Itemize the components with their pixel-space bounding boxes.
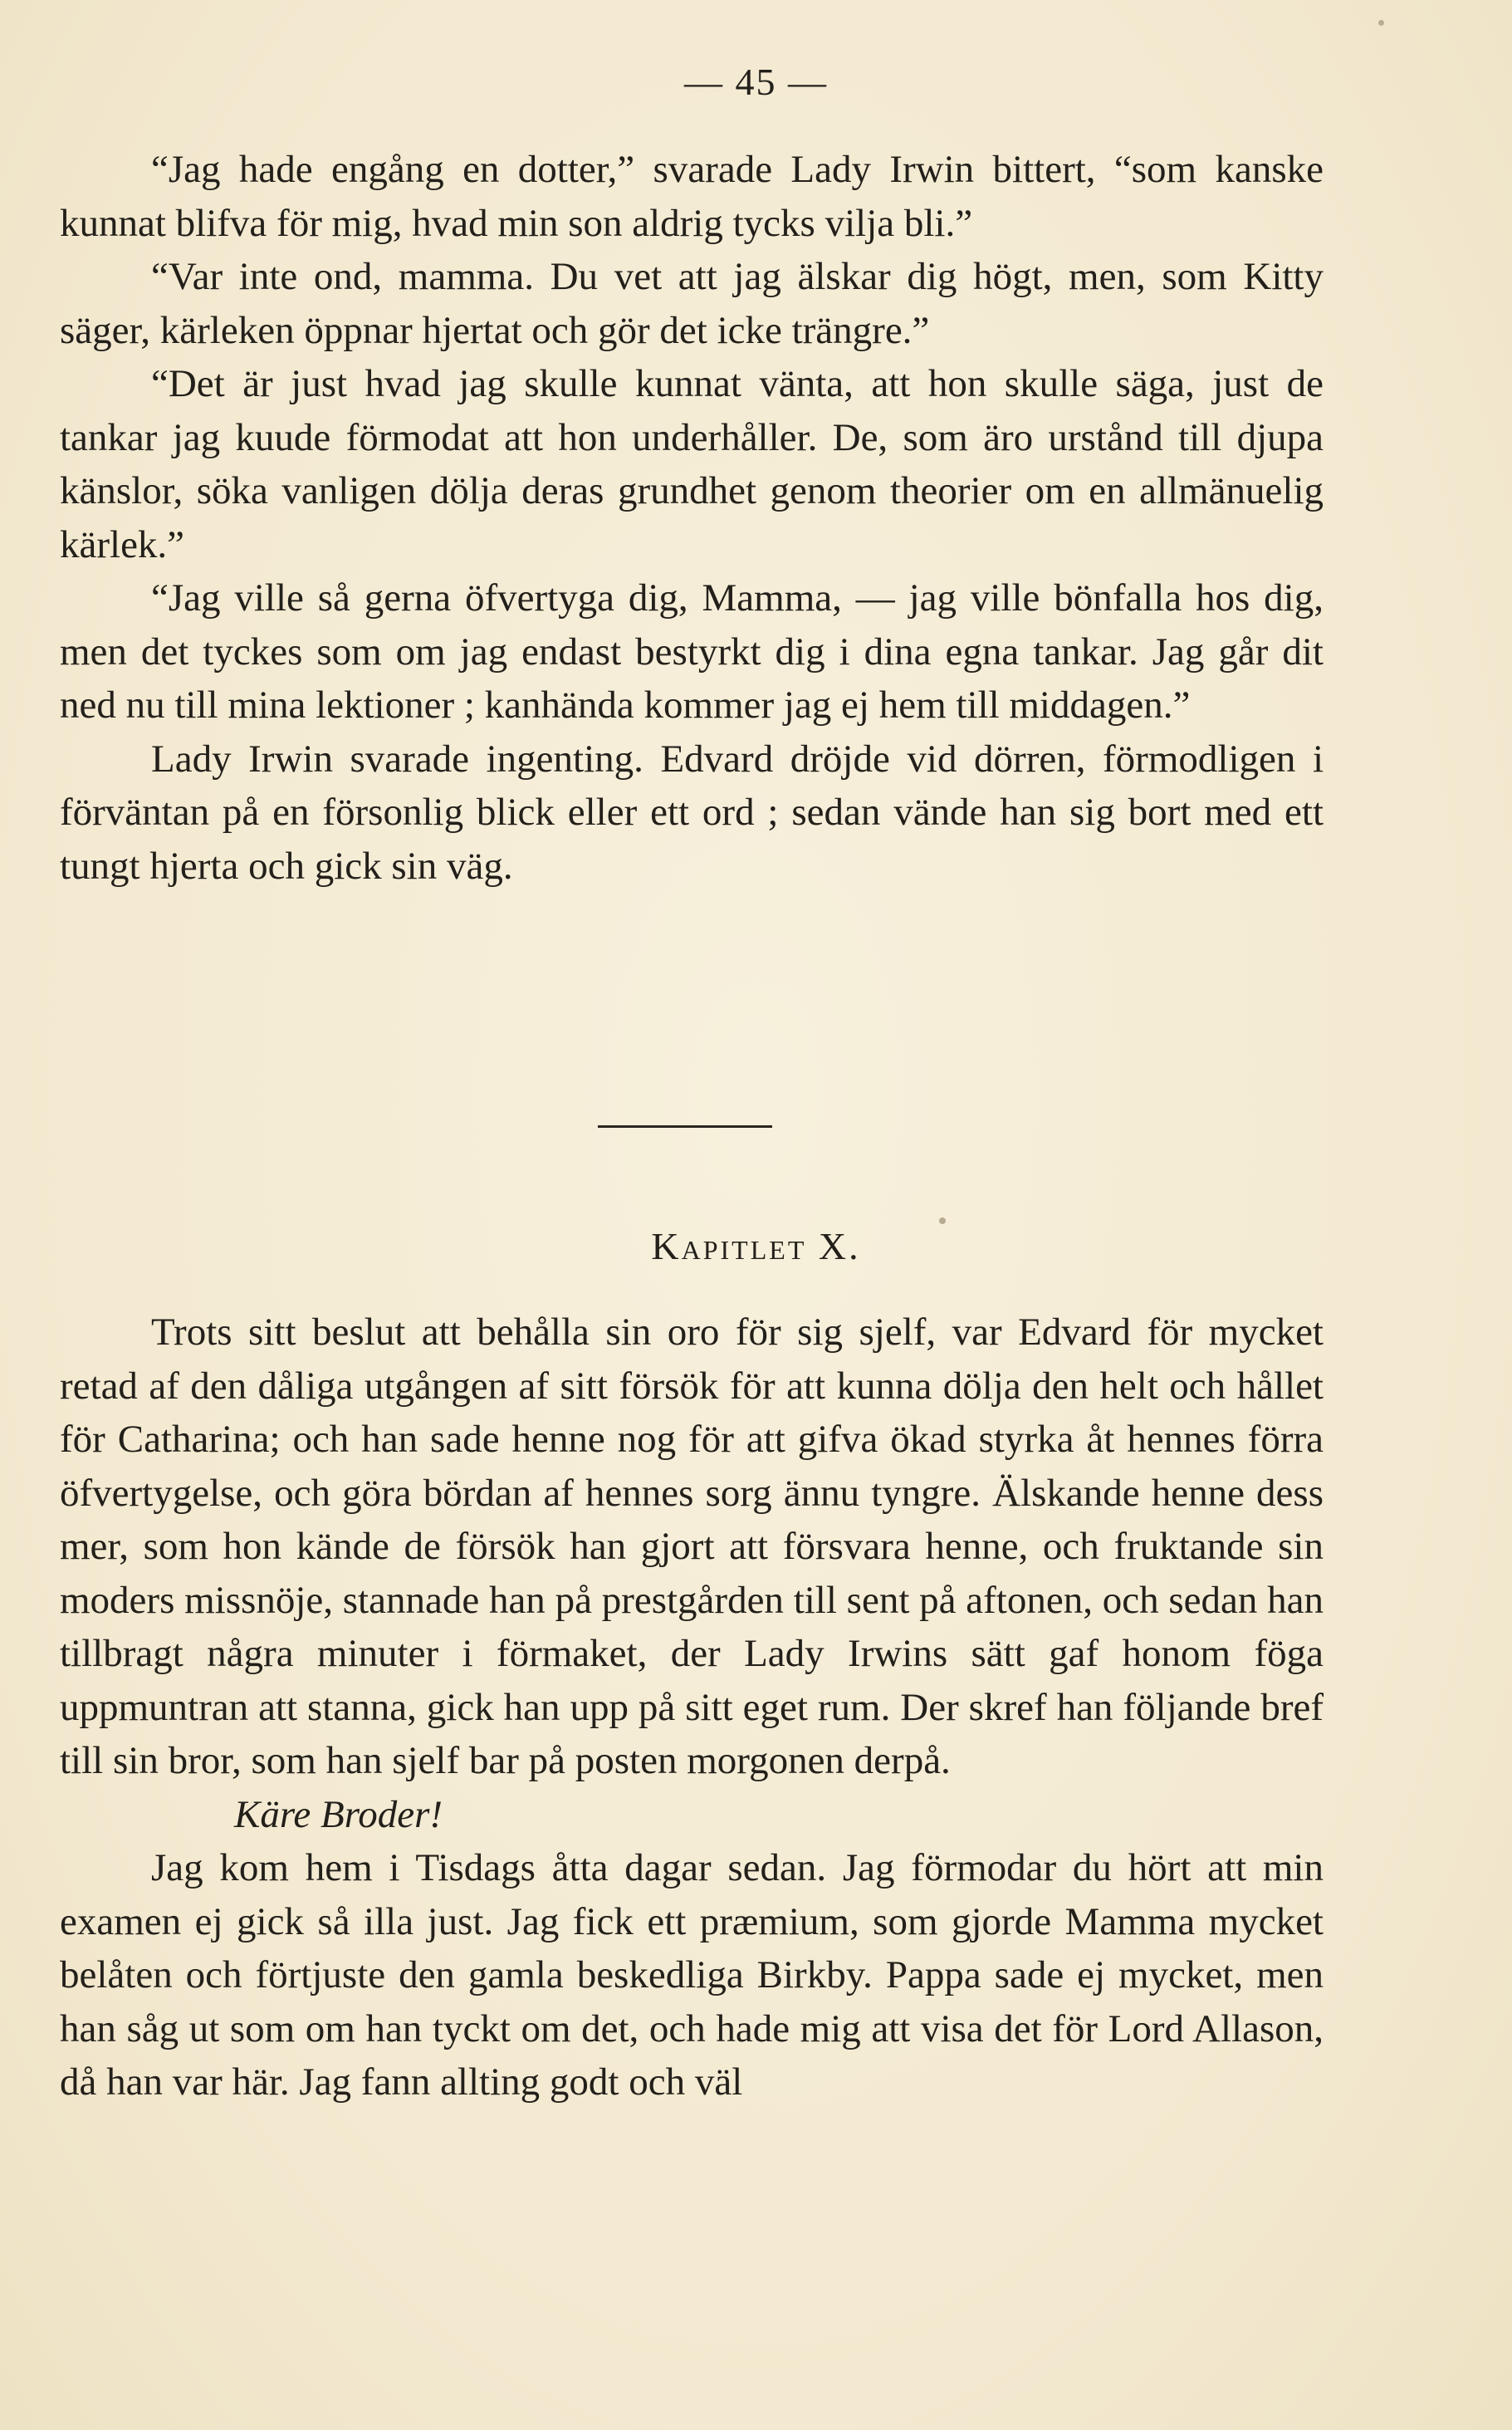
letter-salutation: Käre Broder! — [234, 1792, 443, 1836]
text-section-dialogue — [60, 143, 1324, 893]
paragraph: Jag kom hem i Tisdags åtta dagar sedan. Jag förmodar du hört att min examen ej gick så illa just. Jag fick ett præmium, som gjorde Mamma mycket belåten och förtjuste den gamla beskedliga Birkby. Pappa sade ej mycket, men han såg ut som om han tyckt om det, och hade mig att visa det för Lord Allason, då han var här. Jag fann allting godt och väl — [60, 1846, 1324, 2104]
section-divider-rule — [598, 1125, 772, 1128]
paper-speck — [939, 1217, 946, 1224]
paragraph: “Jag ville så gerna öfvertyga dig, Mamma, — jag ville bönfalla hos dig, men det tyckes som om jag endast bestyrkt dig i dina egna tankar. Jag går dit ned nu till mina lektioner ; kanhända kommer jag ej hem till middagen.” — [60, 576, 1324, 727]
text-section-chapter — [60, 1306, 1324, 2109]
paragraph: Trots sitt beslut att behålla sin oro för sig sjelf, var Edvard för mycket retad af den dåliga utgången af sitt försök för att kunna dölja den helt och hållet för Catharina; och han sade henne nog för att gifva ökad styrka åt hennes förra öfvertygelse, och göra bördan af hennes sorg ännu tyngre. Älskande henne dess mer, som hon kände de försök han gjort att försvara henne, och fruktande sin moders missnöje, stannade han på prestgården till sent på aftonen, och sedan han tillbragt några minuter i förmaket, der Lady Irwins sätt gaf honom föga uppmuntran att stanna, gick han upp på sitt eget rum. Der skref han följande bref till sin bror, som han sjelf bar på posten morgonen derpå. — [60, 1311, 1324, 1782]
paragraph: “Det är just hvad jag skulle kunnat vänta, att hon skulle säga, just de tankar jag kuude förmodat att hon underhåller. De, som äro urstånd till djupa känslor, söka vanligen dölja deras grundhet genom theorier om en allmänuelig kärlek.” — [60, 362, 1324, 566]
paper-speck — [1378, 20, 1384, 26]
page-number-header: — 45 — — [684, 61, 828, 103]
chapter-heading: Kapitlet X. — [651, 1225, 861, 1267]
paragraph: “Jag hade engång en dotter,” svarade Lady Irwin bittert, “som kanske kunnat blifva för mig, hvad min son aldrig tycks vilja bli.” — [60, 148, 1324, 245]
paragraph: Lady Irwin svarade ingenting. Edvard dröjde vid dörren, förmodligen i förväntan på en försonlig blick eller ett ord ; sedan vände han sig bort med ett tungt hjerta och gick sin väg. — [60, 737, 1324, 888]
paragraph: “Var inte ond, mamma. Du vet att jag älskar dig högt, men, som Kitty säger, kärleken öppnar hjertat och gör det icke trängre.” — [60, 255, 1324, 352]
